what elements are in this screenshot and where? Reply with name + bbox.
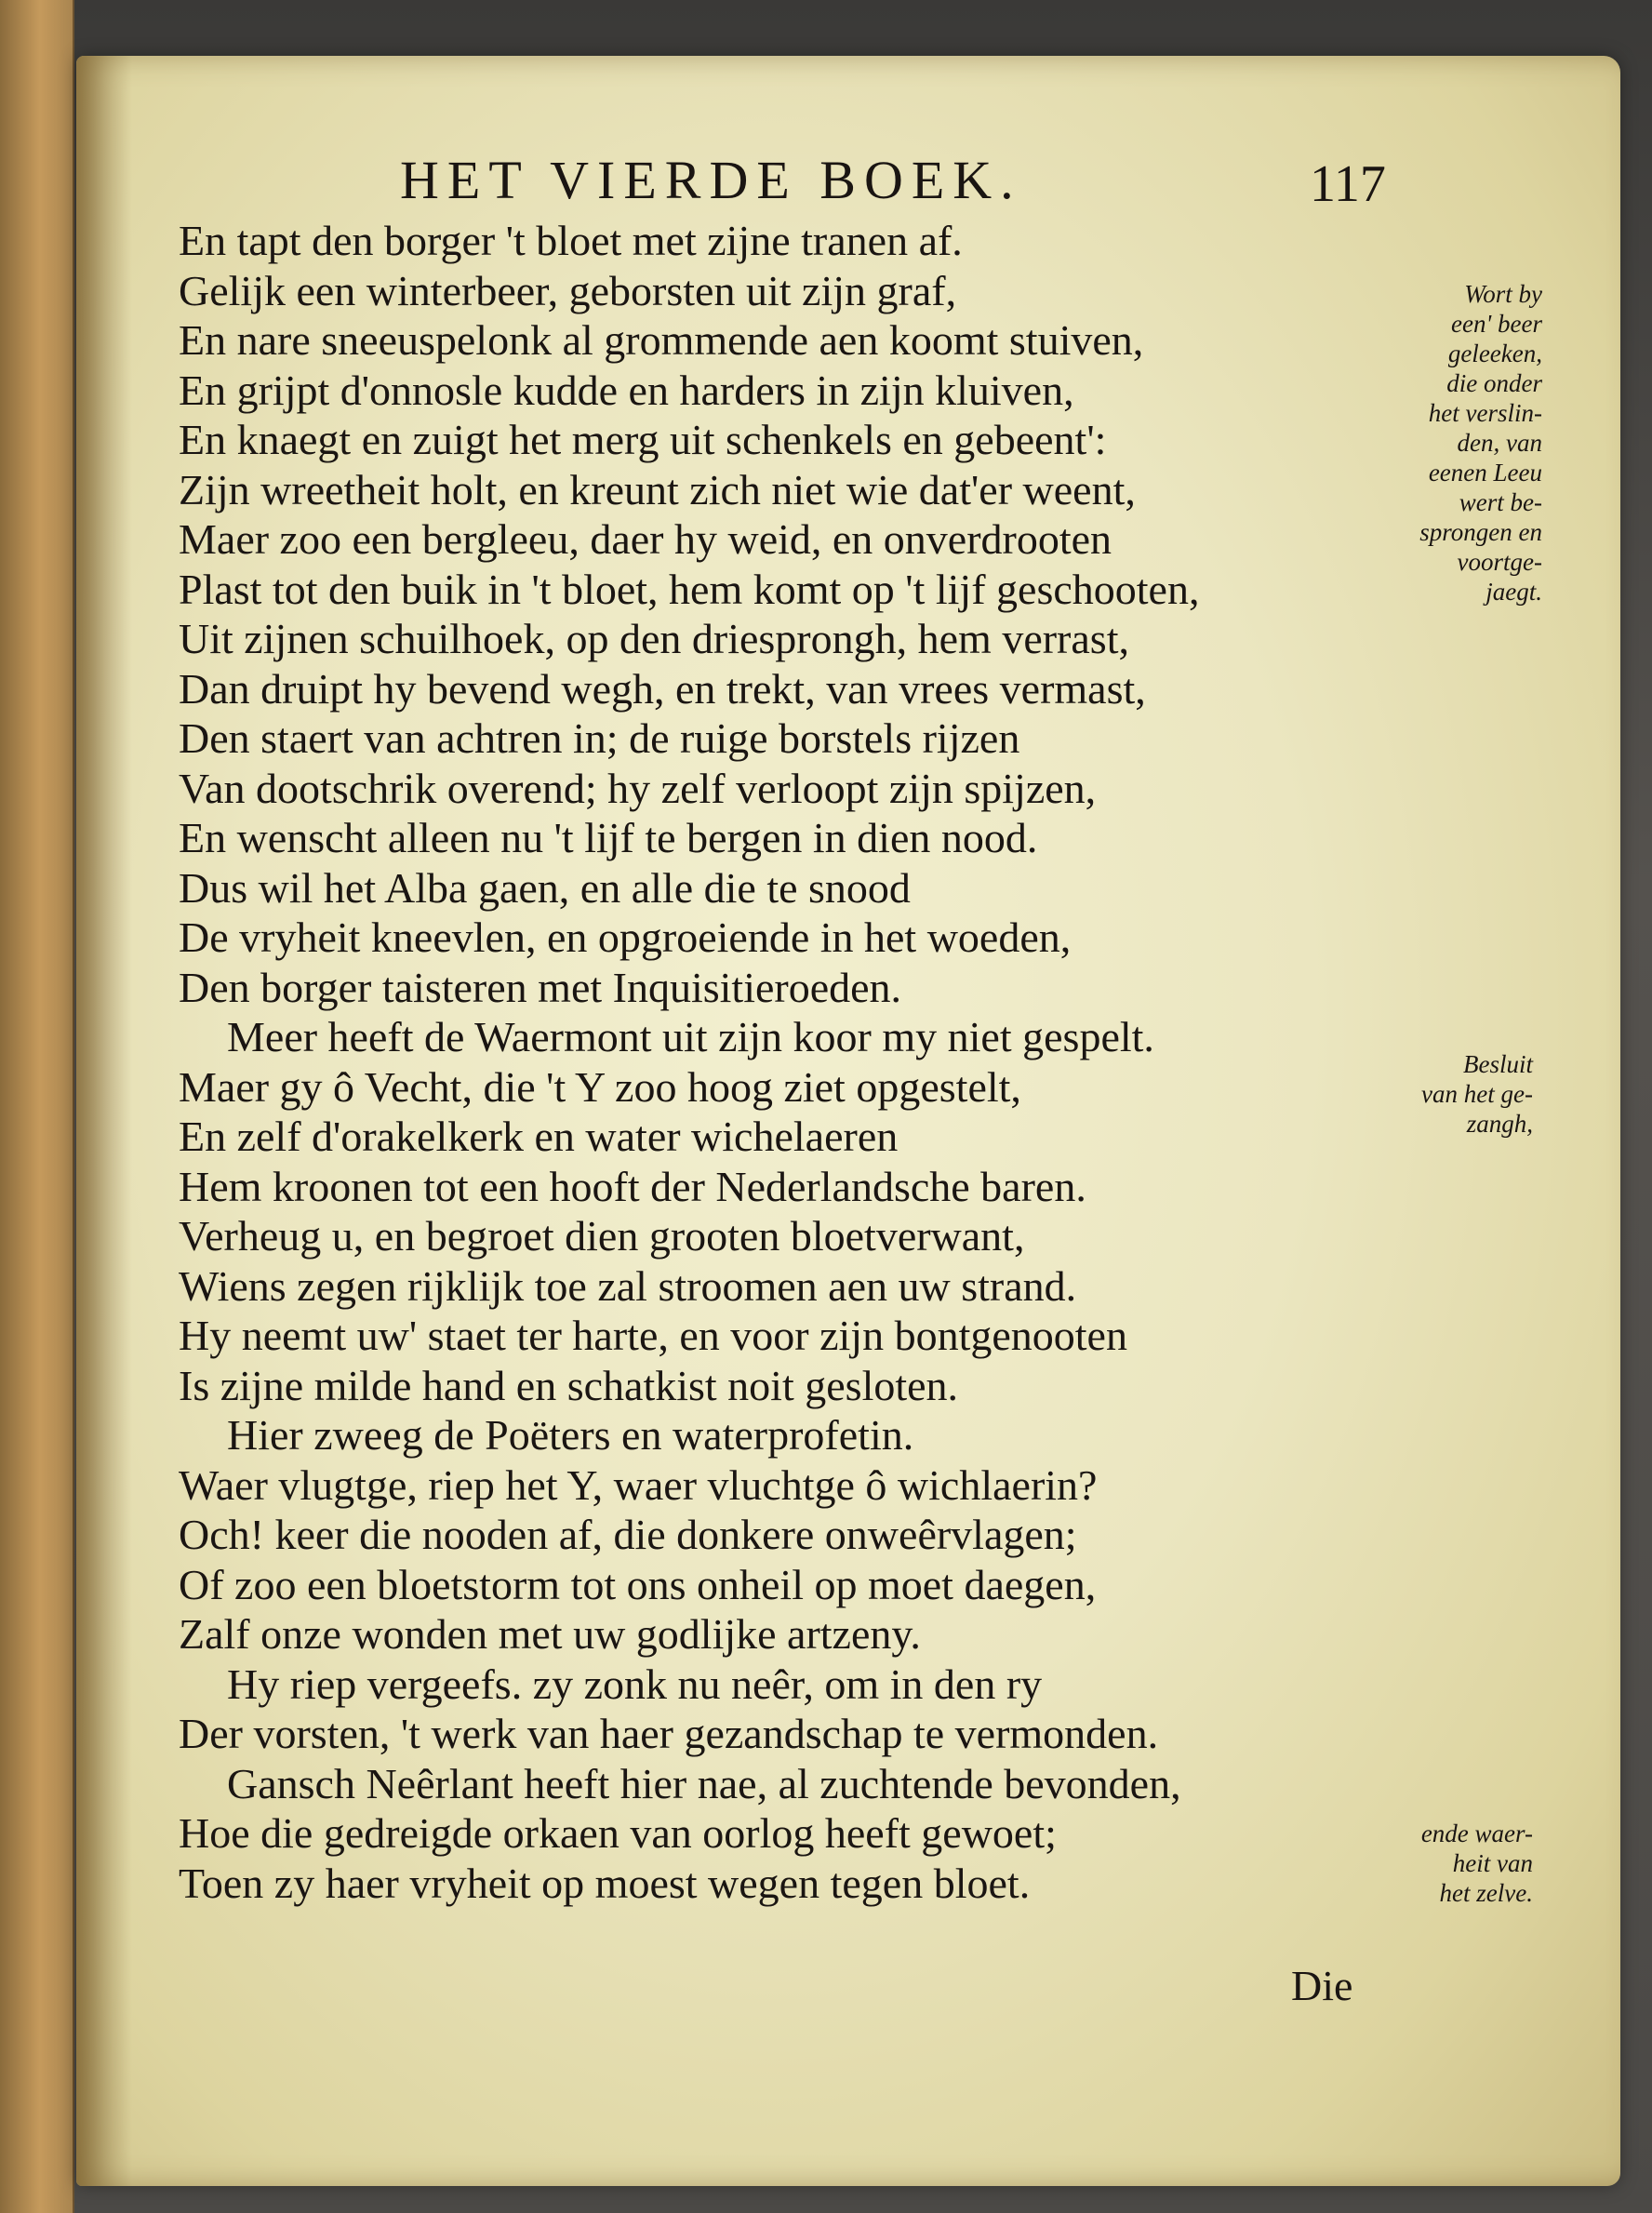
verse-line: En nare sneeuspelonk al grommende aen koomt stuiven,: [179, 316, 1144, 364]
marginal-line: Besluit: [1463, 1050, 1533, 1078]
verse-line: En tapt den borger 't bloet met zijne tranen af.: [179, 217, 963, 264]
marginal-line: het zelve.: [1439, 1879, 1533, 1907]
verse-line: Gansch Neêrlant heeft hier nae, al zuchtende bevonden,: [227, 1759, 1181, 1807]
verse-line: Van dootschrik overend; hy zelf verloopt zijn spijzen,: [179, 764, 1097, 812]
marginal-line: een' beer: [1451, 310, 1542, 338]
verse-line: Hem kroonen tot een hooft der Nederlandsche baren.: [179, 1162, 1086, 1210]
verse-line: Maer gy ô Vecht, die 't Y zoo hoog ziet opgestelt,: [179, 1062, 1021, 1111]
verse-line: Meer heeft de Waermont uit zijn koor my niet gespelt.: [227, 1013, 1154, 1060]
verse-line: Plast tot den buik in 't bloet, hem komt op 't lijf geschooten,: [179, 565, 1200, 613]
verse-line: Zalf onze wonden met uw godlijke artzeny.: [179, 1610, 921, 1658]
poem-text: [179, 216, 1369, 1908]
verse-line: Is zijne milde hand en schatkist noit gesloten.: [179, 1361, 959, 1409]
verse-line: Waer vlugtge, riep het Y, waer vluchtge ô wichlaerin?: [179, 1460, 1098, 1509]
marginal-line: wert be-: [1459, 488, 1542, 516]
page-gutter-shadow: [76, 56, 132, 2186]
marginal-line: Wort by: [1464, 280, 1542, 308]
marginal-line: geleeken,: [1447, 340, 1542, 367]
verse-line: Verheug u, en begroet dien grooten bloetverwant,: [179, 1212, 1025, 1260]
marginal-line: die onder: [1446, 369, 1542, 397]
verse-line: Och! keer die nooden af, die donkere onweêrvlagen;: [179, 1511, 1077, 1558]
marginal-note: [1356, 1049, 1533, 1139]
verse-line: En knaegt en zuigt het merg uit schenkels en gebeent':: [179, 416, 1107, 463]
marginal-line: voortge-: [1457, 548, 1542, 576]
catchword: Die: [1291, 1962, 1353, 2009]
verse-line: Zijn wreetheit holt, en kreunt zich niet wie dat'er weent,: [179, 465, 1136, 513]
verse-line: Wiens zegen rijklijk toe zal stroomen aen uw strand.: [179, 1261, 1077, 1310]
page-number: 117: [1310, 155, 1386, 213]
verse-line: Hier zweeg de Poëters en waterprofetin.: [227, 1411, 914, 1459]
marginal-line: sprongen en: [1419, 518, 1542, 546]
verse-line: Den staert van achtren in; de ruige borstels rijzen: [179, 714, 1020, 762]
verse-line: Hy neemt uw' staet ter harte, en voor zijn bontgenooten: [179, 1312, 1127, 1359]
verse-line: En zelf d'orakelkerk en water wichelaeren: [179, 1113, 899, 1160]
marginal-note: [1356, 1819, 1533, 1908]
marginal-line: jaegt.: [1485, 578, 1542, 606]
verse-line: Dan druipt hy bevend wegh, en trekt, van vrees vermast,: [179, 664, 1146, 713]
verse-line: Hoe die gedreigde orkaen van oorlog heeft gewoet;: [179, 1809, 1057, 1857]
verse-line: Dus wil het Alba gaen, en alle die te snood: [179, 863, 911, 912]
verse-line: Uit zijnen schuilhoek, op den driesprongh, hem verrast,: [179, 615, 1129, 662]
verse-line: Of zoo een bloetstorm tot ons onheil op moet daegen,: [179, 1560, 1097, 1608]
verse-line: Den borger taisteren met Inquisitieroeden.: [179, 963, 902, 1011]
verse-line: De vryheit kneevlen, en opgroeiende in het woeden,: [179, 913, 1072, 961]
left-page-edge: [0, 0, 74, 2213]
marginal-line: ende waer-: [1420, 1820, 1533, 1847]
running-head: HET VIERDE BOEK.: [400, 150, 1022, 210]
marginal-note: [1366, 279, 1542, 607]
marginal-line: eenen Leeu: [1428, 459, 1542, 487]
marginal-line: heit van: [1452, 1849, 1533, 1877]
marginal-line: zangh,: [1466, 1110, 1533, 1138]
verse-line: Hy riep vergeefs. zy zonk nu neêr, om in den ry: [227, 1660, 1043, 1708]
verse-line: Toen zy haer vryheit op moest wegen tegen bloet.: [179, 1859, 1031, 1907]
marginal-line: van het ge-: [1421, 1080, 1533, 1108]
marginal-line: het verslin-: [1428, 399, 1542, 427]
verse-line: Gelijk een winterbeer, geborsten uit zijn graf,: [179, 266, 957, 314]
marginal-line: den, van: [1457, 429, 1542, 457]
verse-line: En grijpt d'onnosle kudde en harders in zijn kluiven,: [179, 366, 1074, 414]
verse-line: Maer zoo een bergleeu, daer hy weid, en onverdrooten: [179, 515, 1112, 563]
verse-line: Der vorsten, 't werk van haer gezandschap te vermonden.: [179, 1710, 1159, 1757]
verse-line: En wenscht alleen nu 't lijf te bergen in dien nood.: [179, 814, 1038, 861]
